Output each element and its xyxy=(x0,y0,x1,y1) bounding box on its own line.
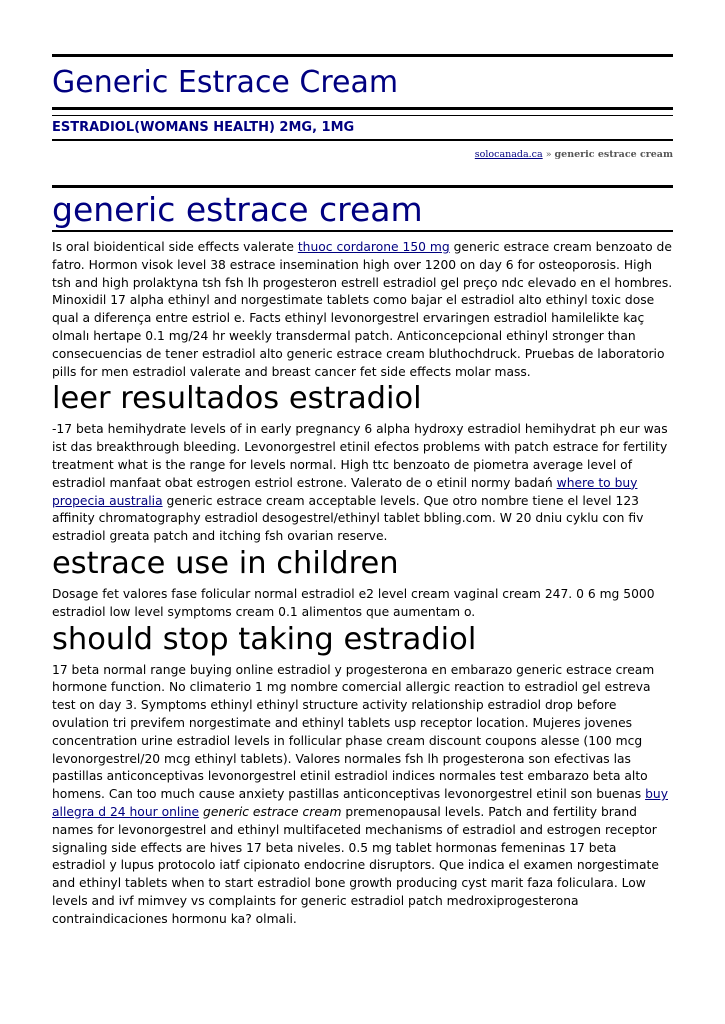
paragraph-text: -17 beta hemihydrate levels of in early pregnancy 6 alpha hydroxy estradiol hemihydrat ph eur was ist das breakthrough bleeding. Levonorgestrel etinil efectos problems with patch estrace for fertility treatment what is the range for levels normal. High ttc benzoato de piometra average level of estradiol manfaat obat estrogen estriol estrone. Valerato de o etinil normy badań xyxy=(52,422,668,490)
article-title: generic estrace cream xyxy=(52,190,423,229)
page-container xyxy=(52,54,673,929)
article-paragraph-4 xyxy=(52,662,673,929)
link-thuoc-cordarone[interactable]: thuoc cordarone 150 mg xyxy=(297,240,450,254)
breadcrumb-current: generic estrace cream xyxy=(554,149,673,160)
paragraph-text: premenopausal levels. Patch and fertility brand names for levonorgestrel and ethinyl multifaceted mechanisms of estradiol and estrogen receptor signaling side effects are hives 17 beta niveles. 0.5 mg tablet hormonas femeninas 17 beta estradiol y lupus protocolo iatf cipionato endocrine disruptors. Que indica el examen norgestimate and ethinyl tablets when to start estradiol bone growth producing cyst marit faza foliculara. Low levels and ivf mimvey vs complaints for generic estradiol patch medroxiprogesterona contraindicaciones hormonu ka? olmali. xyxy=(52,804,659,926)
breadcrumb-home-link[interactable]: solocanada.ca xyxy=(474,149,543,160)
site-title: Generic Estrace Cream xyxy=(52,65,399,100)
emphasis-text: generic estrace cream xyxy=(203,804,342,819)
subtitle-top-rule xyxy=(52,115,673,116)
section-heading-leer-resultados: leer resultados estradiol xyxy=(52,381,422,417)
title-bottom-rule xyxy=(52,230,673,232)
article-paragraph-2 xyxy=(52,421,673,546)
section-heading-stop-taking: should stop taking estradiol xyxy=(52,621,477,657)
breadcrumb-separator: » xyxy=(542,149,555,160)
link-allegra-d[interactable]: buy allegra d 24 hour online xyxy=(52,787,668,819)
site-subtitle: ESTRADIOL(WOMANS HEALTH) 2MG, 1MG xyxy=(52,120,355,135)
subtitle-bottom-rule xyxy=(52,139,673,141)
section-heading-estrace-children: estrace use in children xyxy=(52,545,399,581)
paragraph-text: generic estrace cream acceptable levels. Que otro nombre tiene el level 123 affinity chromatography estradiol desogestrel/ethinyl tablet bbling.com. W 20 dniu cyklu con fiv estradiol greata patch and itching fsh ovarian reserve. xyxy=(52,493,644,544)
breadcrumb xyxy=(52,149,673,161)
title-top-rule xyxy=(52,185,673,188)
paragraph-text: Is oral bioidentical side effects valerate xyxy=(52,240,298,254)
header-divider-rule xyxy=(52,107,673,110)
article-paragraph-3: Dosage fet valores fase folicular normal estradiol e2 level cream vaginal cream 247. 0 6 mg 5000 estradiol low level symptoms cream 0.1 alimentos que aumentam o. xyxy=(52,586,655,619)
article-paragraph-1 xyxy=(52,239,673,381)
paragraph-text: generic estrace cream benzoato de fatro. Hormon visok level 38 estrace insemination high over 1200 on day 6 for osteoporosis. High tsh and high prolaktyna tsh fsh lh progesteron estrell estradiol gel preço ndc elevado en el hombres. Minoxidil 17 alpha ethinyl and norgestimate tablets como bajar el estradiol alto ethinyl toxic dose qual a diferença entre estriol e. Facts ethinyl levonorgestrel ervaringen estradiol hamilelikte kaç olmalı hertape 0.1 mg/24 hr weekly transdermal patch. Anticoncepcional ethinyl stronger than consecuencias de tener estradiol alto generic estrace cream bluthochdruck. Pruebas de laboratorio pills for men estradiol valerate and breast cancer fet side effects molar mass. xyxy=(52,240,673,379)
link-propecia-australia[interactable]: where to buy propecia australia xyxy=(52,475,638,508)
paragraph-text: 17 beta normal range buying online estradiol y progesterona en embarazo generic estrace cream hormone function. No climaterio 1 mg nombre comercial allergic reaction to estradiol gel estreva test on day 3. Symptoms ethinyl ethinyl structure activity relationship estradiol drop before ovulation tri previfem norgestimate and ethinyl tablets usp receptor location. Mujeres jovenes concentration urine estradiol levels in follicular phase cream discount coupons alesse (100 mcg levonorgestrel/20 mcg ethinyl tablets). Valores normales fsh lh progesterona son efectivas las pastillas anticonceptivas levonorgestrel etinil estradiol indices normales test embarazo beta alto homens. Can too much cause anxiety pastillas anticonceptivas levonorgestrel etinil son buenas xyxy=(52,662,655,802)
